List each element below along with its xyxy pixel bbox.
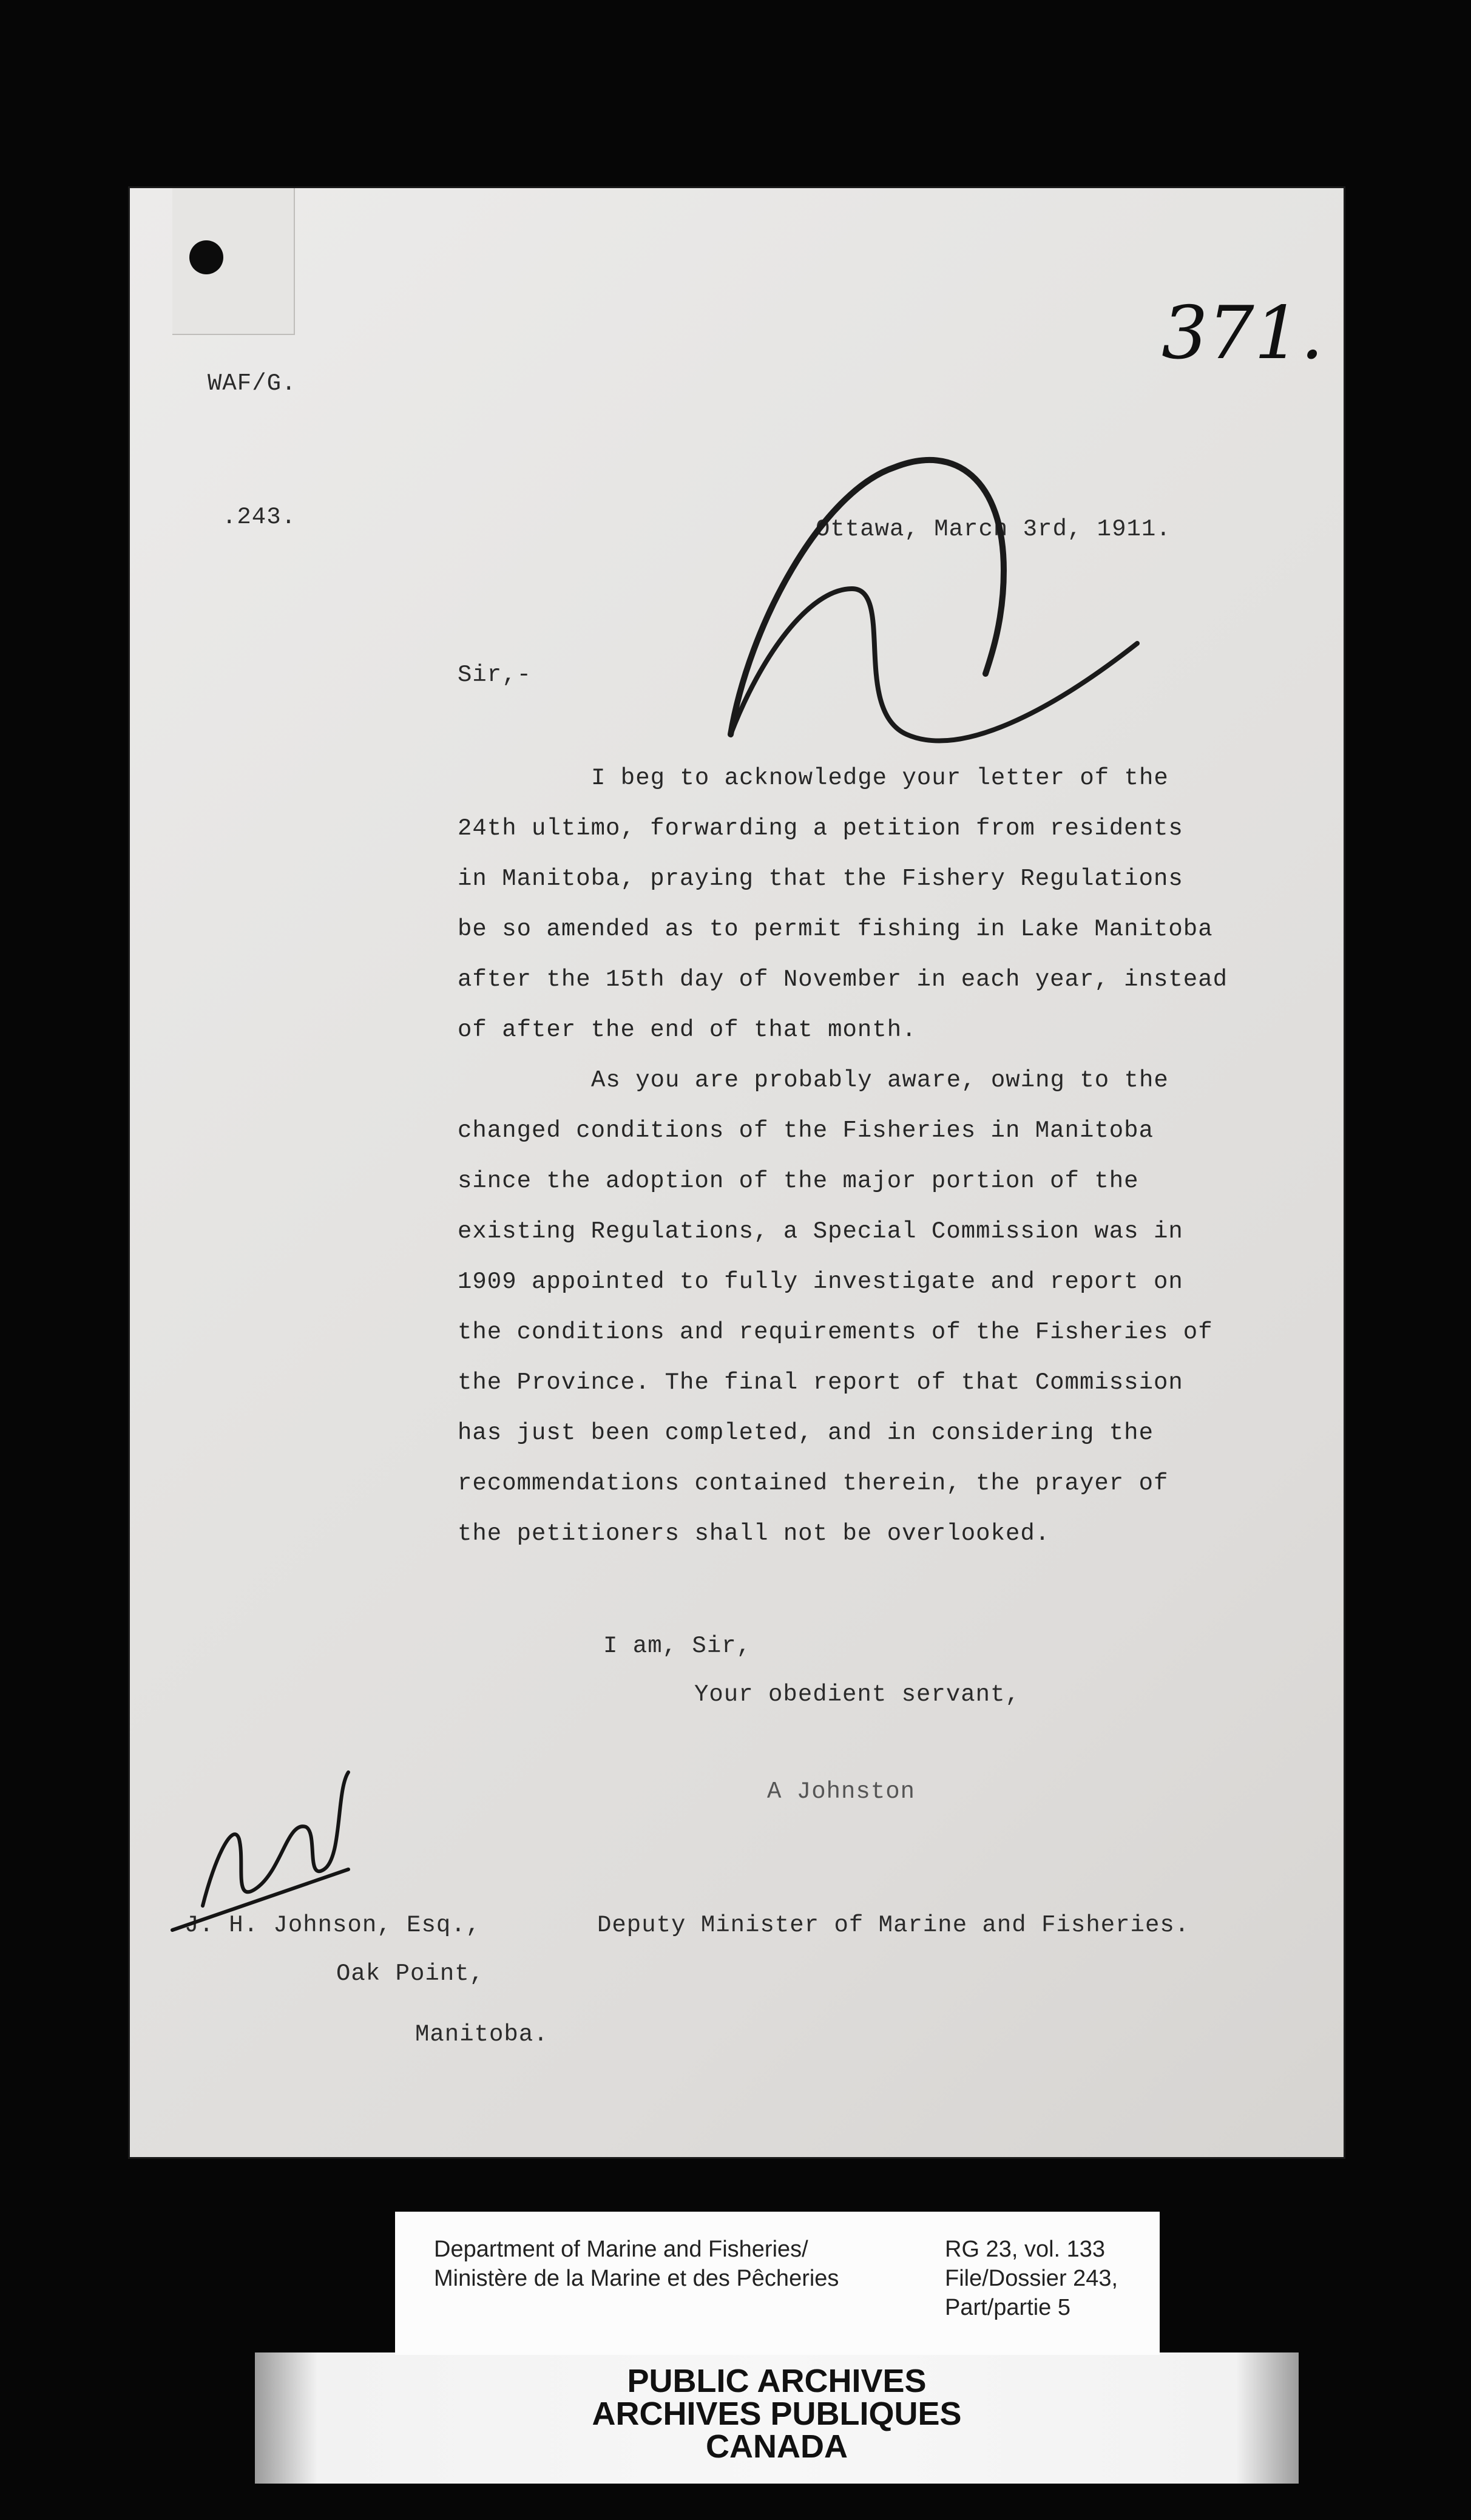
body-line: 24th ultimo, forwarding a petition from residents <box>458 815 1183 842</box>
archive-stamp-line-2: ARCHIVES PUBLIQUES <box>592 2396 962 2432</box>
archive-label <box>395 2212 1160 2355</box>
body-line: after the 15th day of November in each year, instead <box>458 966 1228 993</box>
label-reference-part: Part/partie 5 <box>945 2295 1070 2320</box>
label-department-fr: Ministère de la Marine et des Pêcheries <box>434 2266 839 2291</box>
addressee-name: J. H. Johnson, Esq., <box>184 1912 481 1939</box>
handwritten-initials-mark <box>166 1766 360 1948</box>
letter-page <box>130 188 1344 2157</box>
body-line: recommendations contained therein, the prayer of <box>458 1470 1169 1497</box>
archive-stamp-line-3: CANADA <box>706 2428 848 2465</box>
closing-line-1: I am, Sir, <box>603 1633 752 1659</box>
body-line: the Province. The final report of that Commission <box>458 1369 1183 1396</box>
body-line: existing Regulations, a Special Commission was in <box>458 1218 1183 1245</box>
archive-stamp-line-1: PUBLIC ARCHIVES <box>627 2363 927 2399</box>
addressee-place: Oak Point, <box>336 1960 485 1987</box>
body-line: of after the end of that month. <box>458 1017 917 1043</box>
label-reference-file: File/Dossier 243, <box>945 2266 1118 2291</box>
body-line: the conditions and requirements of the Fisheries of <box>458 1319 1213 1346</box>
addressee-province: Manitoba. <box>415 2021 549 2048</box>
file-number: .243. <box>222 504 297 530</box>
place-date: Ottawa, March 3rd, 1911. <box>816 516 1171 543</box>
punch-hole <box>189 240 223 274</box>
signer-title: Deputy Minister of Marine and Fisheries. <box>597 1912 1190 1939</box>
body-line: As you are probably aware, owing to the <box>591 1067 1169 1094</box>
body-line: 1909 appointed to fully investigate and report on <box>458 1268 1183 1295</box>
body-line: the petitioners shall not be overlooked. <box>458 1520 1050 1547</box>
body-line: since the adoption of the major portion of the <box>458 1168 1139 1194</box>
salutation: Sir,- <box>458 662 532 688</box>
label-department-en: Department of Marine and Fisheries/ <box>434 2237 808 2262</box>
body-line: be so amended as to permit fishing in Lake Manitoba <box>458 916 1213 943</box>
body-line: has just been completed, and in considering the <box>458 1420 1154 1446</box>
signature: A Johnston <box>767 1778 916 1805</box>
pencil-scrawl-mark <box>567 370 1162 807</box>
folio-number: 371. <box>1162 291 1324 376</box>
body-line: in Manitoba, praying that the Fishery Regulations <box>458 865 1183 892</box>
office-initials: WAF/G. <box>208 370 297 397</box>
body-line: changed conditions of the Fisheries in Manitoba <box>458 1117 1154 1144</box>
body-line: I beg to acknowledge your letter of the <box>591 765 1169 791</box>
archive-stamp-strip <box>255 2352 1299 2484</box>
label-reference-volume: RG 23, vol. 133 <box>945 2237 1106 2262</box>
closing-line-2: Your obedient servant, <box>694 1681 1020 1708</box>
